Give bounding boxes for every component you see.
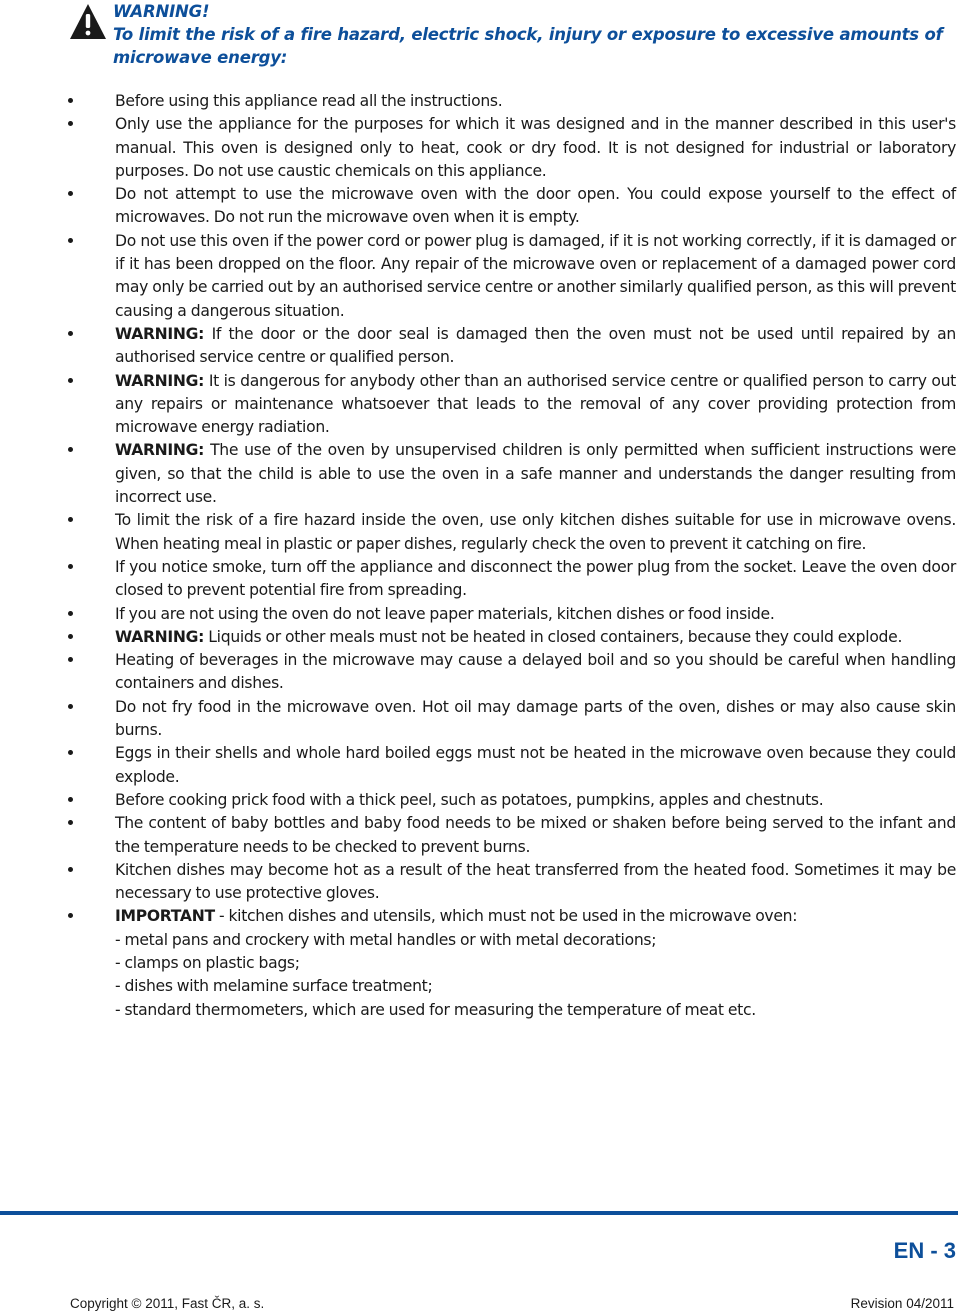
instruction-item — [68, 812, 956, 859]
sub-item: - dishes with melamine surface treatment; — [115, 977, 433, 996]
item-text: If you notice smoke, turn off the appliance and disconnect the power plug from the socket. Leave the oven door closed to prevent potential fire from spreading. — [115, 557, 956, 600]
instruction-item — [68, 113, 956, 183]
item-keyword: WARNING: — [115, 627, 205, 646]
instruction-item — [68, 230, 956, 323]
revision-info — [851, 1296, 954, 1311]
bullet-icon — [68, 657, 73, 662]
warning-text — [113, 0, 958, 69]
item-keyword: WARNING: — [115, 371, 205, 390]
warning-subtitle: To limit the risk of a fire hazard, electric shock, injury or exposure to excessive amounts of microwave energy: — [113, 25, 943, 67]
sub-item: - metal pans and crockery with metal handles or with metal decorations; — [115, 930, 657, 949]
instruction-item — [68, 439, 956, 509]
bullet-icon — [68, 820, 73, 825]
warning-triangle-icon — [68, 2, 108, 42]
bullet-icon — [68, 611, 73, 616]
revision-value: 04/2011 — [906, 1296, 954, 1311]
item-text: - kitchen dishes and utensils, which must not be used in the microwave oven: — [218, 907, 798, 926]
item-text: It is dangerous for anybody other than an authorised service centre or qualified person to carry out any repairs or maintenance whatsoever that leads to the removal of any cover providing protection from microwave energy radiation. — [115, 371, 956, 437]
instruction-item — [68, 905, 956, 1021]
item-text: Only use the appliance for the purposes for which it was designed and in the manner described in this user's manual. This oven is designed only to heat, cook or dry food. It is not designed for industrial or laboratory purposes. Do not use caustic chemicals on this appliance. — [115, 115, 956, 180]
bullet-icon — [68, 634, 73, 639]
item-text: Do not fry food in the microwave oven. Hot oil may damage parts of the oven, dishes or may also cause skin burns. — [115, 697, 956, 740]
item-text: Do not attempt to use the microwave oven with the door open. You could expose yourself to the effect of microwaves. Do not run the microwave oven when it is empty. — [115, 185, 956, 227]
footer-divider — [0, 1211, 958, 1215]
item-keyword: WARNING: — [115, 441, 205, 460]
instruction-item — [68, 859, 956, 906]
item-text: If the door or the door seal is damaged then the oven must not be used until repaired by an authorised service centre or qualified person. — [115, 324, 956, 367]
bullet-icon — [68, 867, 73, 872]
instruction-item — [68, 323, 956, 370]
item-text: To limit the risk of a fire hazard inside the oven, use only kitchen dishes suitable for use in microwave ovens. When heating meal in plastic or paper dishes, regularly check the oven to prevent it catching on fire. — [115, 511, 956, 553]
instruction-item — [68, 649, 956, 696]
instruction-item — [68, 90, 956, 113]
instruction-item — [68, 696, 956, 743]
bullet-icon — [68, 238, 73, 243]
revision-label: Revision — [850, 1296, 903, 1311]
instruction-item — [68, 789, 956, 812]
instruction-item — [68, 370, 956, 440]
item-text: Do not use this oven if the power cord or power plug is damaged, if it is not working correctly, if it is damaged or if it has been dropped on the floor. Any repair of the microwave oven or replacement of a damaged power cord may only be carried out by an authorised service centre or another similarly qualified person, as this will prevent causing a dangerous situation. — [115, 231, 956, 320]
bullet-icon — [68, 378, 73, 383]
instruction-item — [68, 509, 956, 556]
safety-instructions-list — [68, 90, 956, 1022]
item-text: Kitchen dishes may become hot as a result of the heat transferred from the heated food. Sometimes it may be necessary to use protective gloves. — [115, 860, 956, 903]
bullet-icon — [68, 121, 73, 126]
bullet-icon — [68, 98, 73, 103]
item-text: If you are not using the oven do not leave paper materials, kitchen dishes or food inside. — [115, 604, 775, 623]
item-keyword: IMPORTANT — [115, 907, 215, 926]
item-text: Before using this appliance read all the instructions. — [115, 92, 503, 110]
item-text: Liquids or other meals must not be heated in closed containers, because they could explode. — [208, 627, 903, 646]
bullet-icon — [68, 913, 73, 918]
warning-title: WARNING! — [113, 2, 210, 21]
instruction-item — [68, 626, 956, 649]
instruction-item — [68, 183, 956, 230]
bullet-icon — [68, 517, 73, 522]
item-text: The content of baby bottles and baby food needs to be mixed or shaken before being served to the infant and the temperature needs to be checked to prevent burns. — [115, 814, 956, 856]
sub-item: - standard thermometers, which are used for measuring the temperature of meat etc. — [115, 1000, 756, 1019]
instruction-item — [68, 556, 956, 603]
bullet-icon — [68, 564, 73, 569]
instruction-item — [68, 603, 956, 626]
bullet-icon — [68, 331, 73, 336]
item-text: Heating of beverages in the microwave may cause a delayed boil and so you should be careful when handling containers and dishes. — [115, 651, 956, 693]
instruction-item — [68, 742, 956, 789]
item-text: The use of the oven by unsupervised children is only permitted when sufficient instructions were given, so that the child is able to use the oven in a safe manner and understands the danger resulting from incorrect use. — [115, 441, 956, 507]
sub-item: - clamps on plastic bags; — [115, 953, 300, 972]
page-number: EN - 3 — [893, 1238, 956, 1263]
bullet-icon — [68, 447, 73, 452]
item-text: Before cooking prick food with a thick peel, such as potatoes, pumpkins, apples and chestnuts. — [115, 790, 824, 809]
item-keyword: WARNING: — [115, 324, 205, 343]
copyright-text: Copyright © 2011, Fast ČR, a. s. — [70, 1296, 265, 1311]
bullet-icon — [68, 750, 73, 755]
item-text: Eggs in their shells and whole hard boiled eggs must not be heated in the microwave oven because they could explode. — [115, 744, 956, 786]
bullet-icon — [68, 797, 73, 802]
bullet-icon — [68, 191, 73, 196]
bullet-icon — [68, 704, 73, 709]
